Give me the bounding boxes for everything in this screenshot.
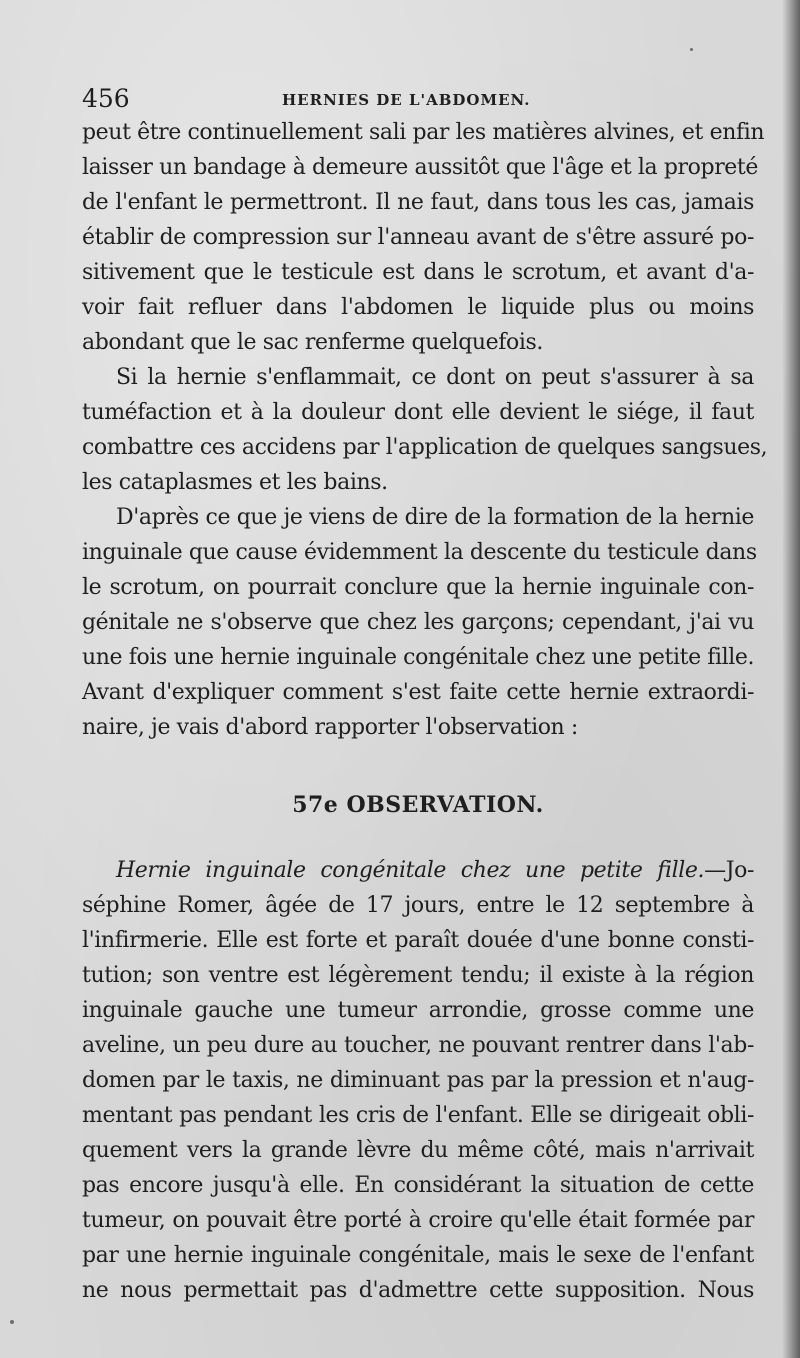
- paper-speck: [690, 48, 693, 51]
- text-line: génitale ne s'observe que chez les garçons; cependant, j'ai vu: [82, 610, 754, 635]
- text-line: l'infirmerie. Elle est forte et paraît douée d'une bonne consti-: [82, 928, 754, 953]
- text-line: ne nous permettait pas d'admettre cette supposition. Nous: [82, 1278, 754, 1303]
- body-text-observation: [82, 853, 754, 1308]
- text-line: laisser un bandage à demeure aussitôt que l'âge et la propreté: [82, 155, 758, 180]
- text-line: une fois une hernie inguinale congénitale chez une petite fille.: [82, 645, 755, 670]
- text-line: quement vers la grande lèvre du même côté, mais n'arrivait: [82, 1138, 754, 1163]
- page-edge-shadow: [782, 0, 800, 1358]
- paper-speck: [10, 1320, 14, 1324]
- text-line: par une hernie inguinale congénitale, mais le sexe de l'enfant: [82, 1243, 754, 1268]
- text-line: D'après ce que je viens de dire de la formation de la hernie: [116, 505, 754, 530]
- text-line: tuméfaction et à la douleur dont elle devient le siége, il faut: [82, 400, 754, 425]
- body-text-top: [82, 115, 768, 745]
- running-head: [82, 84, 754, 114]
- text-line: abondant que le sac renferme quelquefois.: [82, 330, 543, 355]
- text-line: pas encore jusqu'à elle. En considérant la situation de cette: [82, 1173, 754, 1198]
- text-line: établir de compression sur l'anneau avant de s'être assuré po-: [82, 225, 754, 250]
- text-line: le scrotum, on pourrait conclure que la hernie inguinale con-: [82, 575, 754, 600]
- text-line: Si la hernie s'enflammait, ce dont on peut s'assurer à sa: [116, 365, 754, 390]
- text-line: séphine Romer, âgée de 17 jours, entre le 12 septembre à: [82, 893, 754, 918]
- text-line: mentant pas pendant les cris de l'enfant. Elle se dirigeait obli-: [82, 1103, 754, 1128]
- observation-title-continuation: —Jo-: [704, 858, 754, 883]
- text-line: aveline, un peu dure au toucher, ne pouvant rentrer dans l'ab-: [82, 1033, 754, 1058]
- text-line: combattre ces accidens par l'application de quelques sangsues,: [82, 435, 768, 460]
- text-line: inguinale que cause évidemment la descente du testicule dans: [82, 540, 757, 565]
- text-line: inguinale gauche une tumeur arrondie, grosse comme une: [82, 998, 754, 1023]
- page-number: 456: [82, 84, 130, 113]
- observation-heading: 57e OBSERVATION.: [292, 792, 544, 818]
- text-line: tution; son ventre est légèrement tendu; il existe à la région: [82, 963, 754, 988]
- text-line: domen par le taxis, ne diminuant pas par la pression et n'aug-: [82, 1068, 754, 1093]
- text-line: voir fait refluer dans l'abdomen le liquide plus ou moins: [82, 295, 754, 320]
- text-line: les cataplasmes et les bains.: [82, 470, 388, 495]
- text-line: naire, je vais d'abord rapporter l'observation :: [82, 715, 578, 740]
- observation-title: Hernie inguinale congénitale chez une petite fille.: [116, 858, 705, 883]
- text-line: de l'enfant le permettront. Il ne faut, dans tous les cas, jamais: [82, 190, 754, 215]
- observation-title-line: [82, 853, 754, 888]
- text-line: Avant d'expliquer comment s'est faite cette hernie extraordi-: [82, 680, 754, 705]
- running-head-title: HERNIES DE L'ABDOMEN.: [282, 91, 531, 109]
- text-line: sitivement que le testicule est dans le scrotum, et avant d'a-: [82, 260, 754, 285]
- text-line: tumeur, on pouvait être porté à croire qu'elle était formée par: [82, 1208, 754, 1233]
- text-line: peut être continuellement sali par les matières alvines, et enfin: [82, 120, 765, 145]
